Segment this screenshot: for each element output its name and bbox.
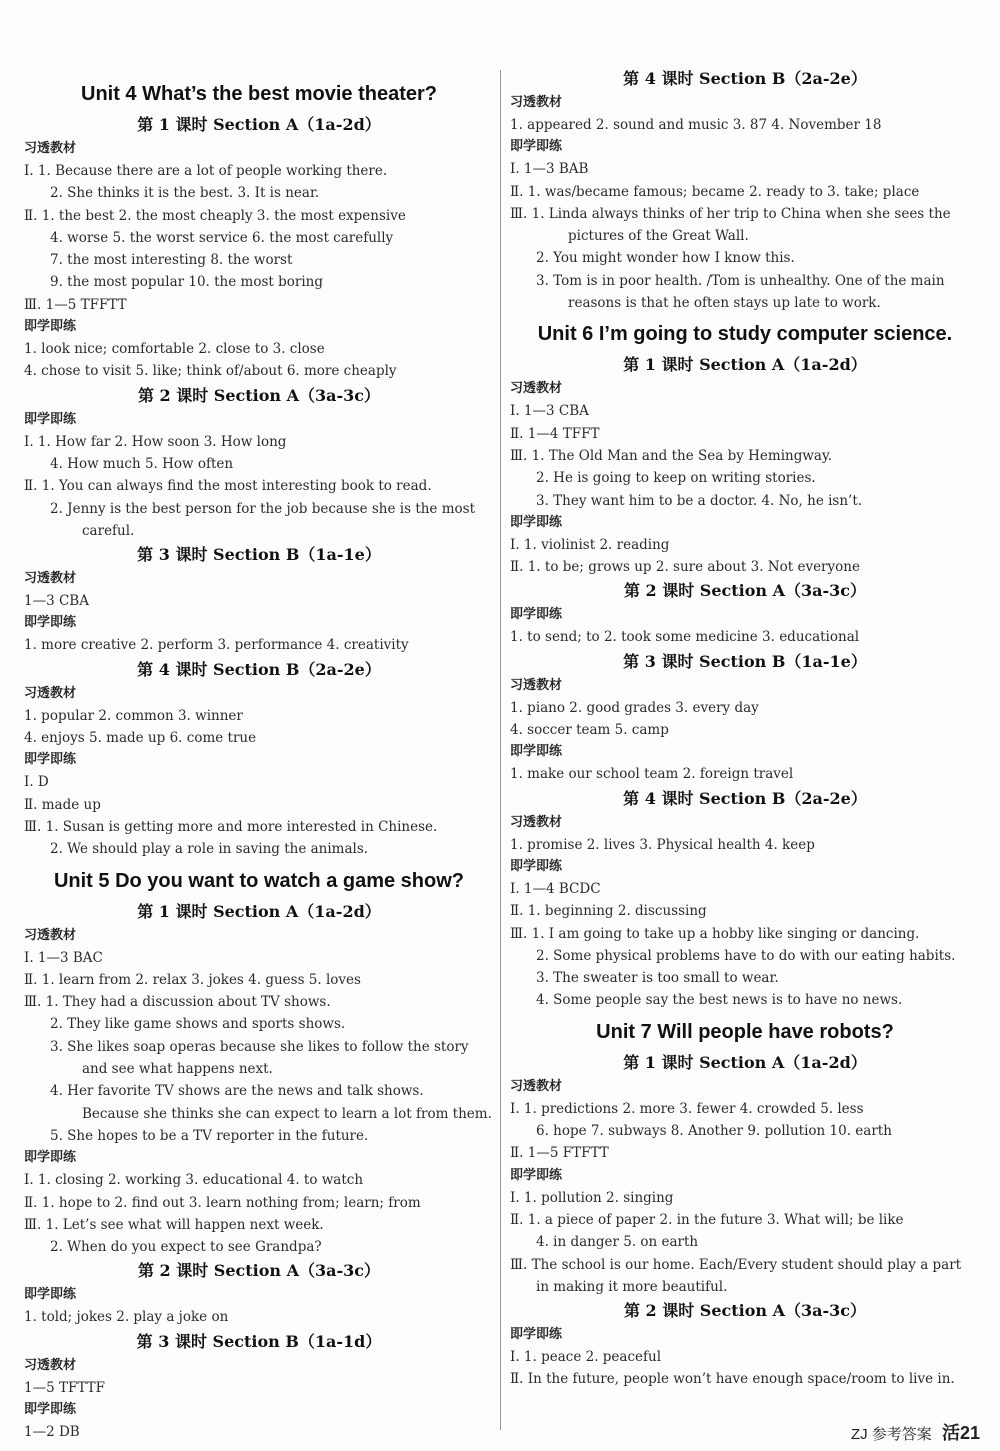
answer-line: Ⅰ. 1. violinist 2. reading: [510, 536, 670, 553]
answer-line: 3. The sweater is too small to wear.: [536, 970, 779, 987]
unit-heading: Unit 4 What’s the best movie theater?: [81, 83, 437, 105]
section-label: 习透教材: [24, 141, 77, 156]
answer-line: 3. They want him to be a doctor. 4. No, he isn’t.: [536, 492, 863, 509]
section-label: 即学即练: [24, 1401, 77, 1417]
section-label: 习透教材: [510, 677, 563, 693]
answer-line: careful.: [82, 522, 135, 539]
answer-line: 4. Some people say the best news is to have no news.: [536, 992, 903, 1009]
answer-line: 1. to send; to 2. took some medicine 3. educational: [510, 629, 860, 646]
answer-line: Ⅱ. 1. was/became famous; became 2. ready to 3. take; place: [510, 183, 920, 200]
answer-line: Ⅰ. 1—3 CBA: [510, 403, 589, 420]
answer-line: Because she thinks she can expect to learn a lot from them.: [82, 1105, 492, 1122]
section-label: 即学即练: [24, 319, 77, 335]
column-divider: [500, 70, 501, 1430]
section-label: 习透教材: [24, 927, 77, 943]
lesson-heading: 第 4 课时 Section B（2a-2e）: [623, 69, 867, 88]
answer-line: 2. He is going to keep on writing stories.: [536, 470, 816, 487]
section-label: 习透教材: [24, 571, 77, 587]
section-label: 即学即练: [510, 744, 563, 760]
footer-label: 参考答案: [871, 1426, 932, 1443]
answer-line: 2. They like game shows and sports shows.: [50, 1016, 346, 1033]
lesson-heading: 第 3 课时 Section B（1a-1e）: [137, 545, 381, 565]
unit-heading: Unit 7 Will people have robots?: [596, 1020, 894, 1043]
unit-heading: Unit 6 I’m going to study computer science.: [537, 323, 953, 346]
answer-line: 3. Tom is in poor health. /Tom is unhealthy. One of the main: [536, 272, 945, 289]
answer-line: 4. chose to visit 5. like; think of/about 6. more cheaply: [24, 363, 397, 380]
answer-line: Ⅱ. made up: [24, 796, 101, 813]
answer-line: Ⅰ. 1. peace 2. peaceful: [510, 1349, 662, 1366]
answer-line: 1—5 TFTTF: [24, 1379, 105, 1396]
answer-line: 2. When do you expect to see Grandpa?: [50, 1239, 322, 1256]
section-label: 习透教材: [510, 381, 563, 397]
answer-line: Ⅱ. 1. learn from 2. relax 3. jokes 4. guess 5. loves: [24, 971, 361, 988]
answer-line: 6. hope 7. subways 8. Another 9. pollution 10. earth: [536, 1123, 892, 1140]
answer-line: Ⅱ. 1. to be; grows up 2. sure about 3. Not everyone: [510, 559, 860, 576]
section-label: 即学即练: [24, 1150, 77, 1166]
answer-line: Ⅰ. 1—3 BAC: [24, 949, 103, 966]
answer-line: and see what happens next.: [82, 1061, 273, 1078]
footer-code: ZJ: [850, 1426, 868, 1443]
answer-line: Ⅱ. 1. hope to 2. find out 3. learn nothing from; learn; from: [24, 1194, 421, 1211]
section-label: 习透教材: [510, 814, 563, 830]
answer-line: 1—2 DB: [24, 1423, 80, 1440]
lesson-heading: 第 4 课时 Section B（2a-2e）: [623, 788, 867, 808]
answer-line: Ⅰ. 1. pollution 2. singing: [510, 1189, 674, 1206]
answer-line: Ⅱ. 1—5 FTFTT: [510, 1145, 609, 1162]
answer-line: 1. more creative 2. perform 3. performance 4. creativity: [24, 637, 409, 654]
section-label: 即学即练: [24, 752, 77, 768]
answer-line: 2. She thinks it is the best. 3. It is near.: [50, 185, 320, 202]
answer-line: 1. make our school team 2. foreign travel: [510, 766, 794, 783]
lesson-heading: 第 1 课时 Section A（1a-2d）: [623, 1052, 867, 1072]
answer-line: reasons is that he often stays up late to work.: [568, 295, 881, 312]
section-label: 即学即练: [510, 1327, 563, 1343]
section-label: 习透教材: [24, 685, 77, 701]
lesson-heading: 第 2 课时 Section A（3a-3c）: [137, 385, 381, 405]
answer-line: Ⅱ. 1—4 TFFT: [510, 425, 600, 442]
section-label: 即学即练: [24, 615, 77, 631]
page-number: 活21: [941, 1423, 980, 1443]
section-label: 即学即练: [510, 139, 563, 155]
answer-line: Ⅱ. In the future, people won’t have enough space/room to live in.: [510, 1371, 955, 1388]
answer-line: 1. popular 2. common 3. winner: [24, 707, 243, 724]
right-column: [510, 0, 980, 1391]
answer-line: Ⅲ. 1. The Old Man and the Sea by Hemingway.: [510, 447, 833, 464]
lesson-heading: 第 3 课时 Section B（1a-1e）: [623, 651, 867, 671]
answer-line: 4. enjoys 5. made up 6. come true: [24, 730, 257, 747]
answer-line: Ⅱ. 1. beginning 2. discussing: [510, 903, 707, 920]
section-label: 习透教材: [510, 95, 563, 110]
answer-line: in making it more beautiful.: [536, 1278, 728, 1295]
answer-line: Ⅰ. 1. Because there are a lot of people working there.: [24, 163, 388, 179]
answer-line: 4. soccer team 5. camp: [510, 722, 669, 739]
left-column: [24, 0, 494, 1443]
answer-line: Ⅰ. 1—4 BCDC: [510, 880, 601, 897]
lesson-heading: 第 1 课时 Section A（1a-2d）: [623, 355, 867, 375]
answer-line: Ⅲ. 1. Linda always thinks of her trip to China when she sees the: [510, 205, 951, 222]
answer-line: 2. Some physical problems have to do with our eating habits.: [536, 947, 956, 964]
lesson-heading: 第 1 课时 Section A（1a-2d）: [137, 901, 381, 921]
answer-line: Ⅲ. 1. I am going to take up a hobby like singing or dancing.: [510, 925, 920, 942]
answer-line: Ⅱ. 1. a piece of paper 2. in the future 3. What will; be like: [510, 1211, 904, 1228]
answer-line: Ⅱ. 1. You can always find the most interesting book to read.: [24, 478, 432, 495]
answer-line: Ⅲ. 1. They had a discussion about TV shows.: [24, 994, 331, 1011]
lesson-heading: 第 4 课时 Section B（2a-2e）: [137, 659, 381, 679]
answer-line: Ⅱ. 1. the best 2. the most cheaply 3. the most expensive: [24, 207, 406, 224]
answer-line: Ⅲ. 1. Let’s see what will happen next week.: [24, 1216, 324, 1233]
answer-line: 2. We should play a role in saving the animals.: [50, 841, 369, 858]
answer-line: 5. She hopes to be a TV reporter in the future.: [50, 1127, 369, 1144]
answer-line: 1. look nice; comfortable 2. close to 3. close: [24, 341, 325, 358]
answer-line: Ⅲ. 1—5 TFFTT: [24, 296, 127, 313]
answer-line: Ⅰ. 1. How far 2. How soon 3. How long: [24, 433, 287, 450]
section-label: 即学即练: [510, 514, 563, 530]
answer-line: Ⅰ. 1—3 BAB: [510, 161, 589, 178]
section-label: 即学即练: [510, 607, 563, 623]
answer-line: 1. told; jokes 2. play a joke on: [24, 1309, 229, 1326]
answer-line: 4. worse 5. the worst service 6. the most carefully: [50, 229, 394, 246]
lesson-heading: 第 1 课时 Section A（1a-2d）: [137, 115, 381, 134]
page-footer: [851, 1419, 980, 1445]
answer-line: 4. Her favorite TV shows are the news and talk shows.: [50, 1083, 424, 1100]
answer-line: Ⅰ. D: [24, 774, 49, 791]
answer-line: 4. How much 5. How often: [50, 455, 234, 472]
answer-line: Ⅲ. 1. Susan is getting more and more interested in Chinese.: [24, 818, 438, 835]
lesson-heading: 第 2 课时 Section A（3a-3c）: [623, 581, 867, 601]
answer-line: 1—3 CBA: [24, 593, 89, 610]
answer-line: Ⅰ. 1. predictions 2. more 3. fewer 4. crowded 5. less: [510, 1100, 864, 1117]
answer-line: Ⅰ. 1. closing 2. working 3. educational 4. to watch: [24, 1172, 364, 1189]
section-label: 即学即练: [24, 411, 77, 427]
answer-line: 3. She likes soap operas because she likes to follow the story: [50, 1038, 469, 1055]
answer-line: 4. in danger 5. on earth: [536, 1234, 699, 1251]
lesson-heading: 第 2 课时 Section A（3a-3c）: [623, 1301, 867, 1321]
section-label: 习透教材: [510, 1078, 563, 1094]
unit-heading: Unit 5 Do you want to watch a game show?: [53, 869, 465, 892]
answer-line: 9. the most popular 10. the most boring: [50, 274, 323, 291]
answer-line: Ⅲ. The school is our home. Each/Every student should play a part: [510, 1256, 962, 1273]
answer-line: 1. piano 2. good grades 3. every day: [510, 699, 759, 716]
answer-line: 2. You might wonder how I know this.: [536, 250, 795, 267]
lesson-heading: 第 2 课时 Section A（3a-3c）: [137, 1261, 381, 1281]
answer-line: 7. the most interesting 8. the worst: [50, 252, 293, 269]
lesson-heading: 第 3 课时 Section B（1a-1d）: [136, 1331, 382, 1351]
answer-line: pictures of the Great Wall.: [568, 228, 749, 245]
answer-line: 2. Jenny is the best person for the job because she is the most: [50, 500, 475, 517]
section-label: 即学即练: [510, 1167, 563, 1183]
answer-line: 1. appeared 2. sound and music 3. 87 4. November 18: [510, 117, 882, 133]
answer-line: 1. promise 2. lives 3. Physical health 4. keep: [510, 836, 815, 853]
section-label: 即学即练: [510, 858, 563, 874]
section-label: 习透教材: [24, 1357, 77, 1373]
section-label: 即学即练: [24, 1287, 77, 1303]
